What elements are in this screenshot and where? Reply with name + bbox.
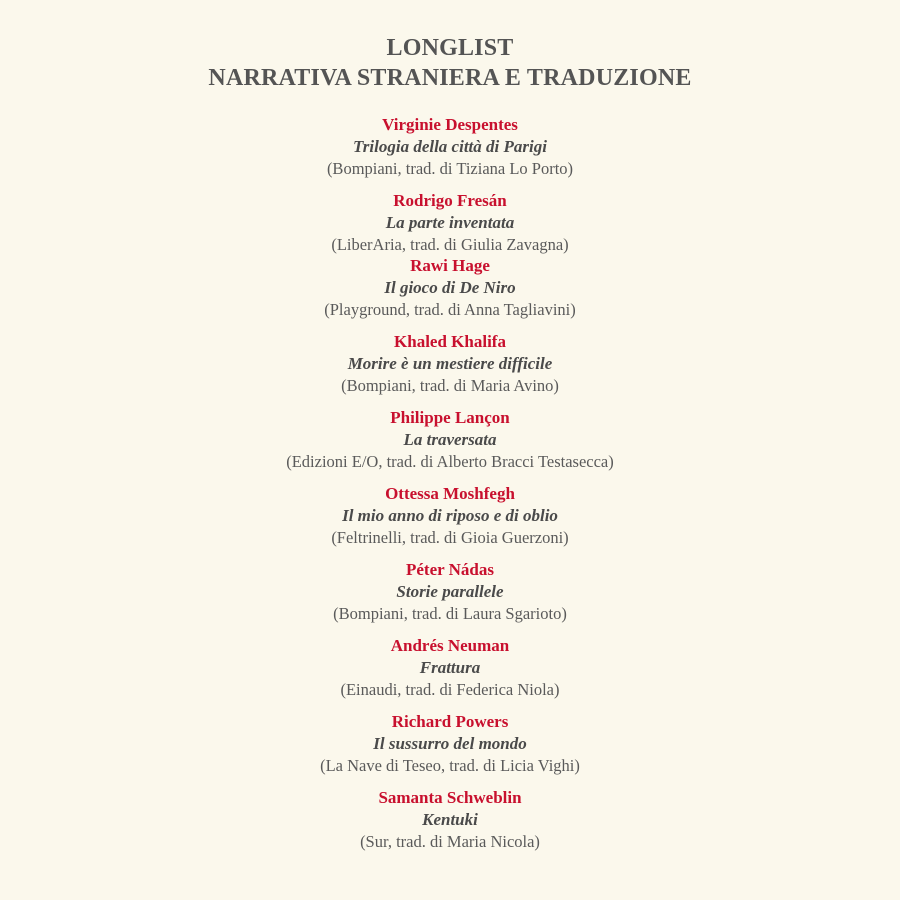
book-title: Kentuki xyxy=(422,810,478,829)
book-title: Storie parallele xyxy=(396,582,504,601)
list-item xyxy=(0,114,900,180)
book-title: Il mio anno di riposo e di oblio xyxy=(342,506,558,525)
publisher-info: (LiberAria, trad. di Giulia Zavagna) xyxy=(331,235,569,254)
list-item xyxy=(0,711,900,777)
author-name: Samanta Schweblin xyxy=(378,788,522,807)
author-name: Khaled Khalifa xyxy=(394,332,506,351)
publisher-info: (Sur, trad. di Maria Nicola) xyxy=(360,832,540,851)
list-item xyxy=(0,787,900,853)
publisher-info: (Playground, trad. di Anna Tagliavini) xyxy=(324,300,576,319)
page-title: LONGLIST xyxy=(386,35,514,61)
page-subtitle: NARRATIVA STRANIERA E TRADUZIONE xyxy=(208,65,692,91)
list-item xyxy=(0,255,900,321)
author-name: Péter Nádas xyxy=(406,560,494,579)
author-name: Richard Powers xyxy=(391,712,509,731)
book-title: Il sussurro del mondo xyxy=(373,734,527,753)
book-title: La traversata xyxy=(403,430,497,449)
book-title: Trilogia della città di Parigi xyxy=(353,137,547,156)
list-item xyxy=(0,190,900,256)
list-item xyxy=(0,559,900,625)
author-name: Virginie Despentes xyxy=(382,115,518,134)
book-title: Morire è un mestiere difficile xyxy=(347,354,553,373)
publisher-info: (Feltrinelli, trad. di Gioia Guerzoni) xyxy=(331,528,569,547)
publisher-info: (Bompiani, trad. di Laura Sgarioto) xyxy=(333,604,567,623)
page-header xyxy=(0,33,900,93)
list-item xyxy=(0,331,900,397)
author-name: Andrés Neuman xyxy=(390,636,510,655)
author-name: Ottessa Moshfegh xyxy=(385,484,515,503)
list-item xyxy=(0,407,900,473)
book-title: Il gioco di De Niro xyxy=(384,278,516,297)
publisher-info: (La Nave di Teseo, trad. di Licia Vighi) xyxy=(320,756,580,775)
publisher-info: (Einaudi, trad. di Federica Niola) xyxy=(340,680,560,699)
list-item xyxy=(0,635,900,701)
publisher-info: (Bompiani, trad. di Maria Avino) xyxy=(341,376,559,395)
author-name: Rawi Hage xyxy=(410,256,490,275)
author-name: Philippe Lançon xyxy=(390,408,510,427)
publisher-info: (Edizioni E/O, trad. di Alberto Bracci Testasecca) xyxy=(286,452,614,471)
book-title: Frattura xyxy=(419,658,481,677)
list-item xyxy=(0,483,900,549)
book-title: La parte inventata xyxy=(385,213,515,232)
publisher-info: (Bompiani, trad. di Tiziana Lo Porto) xyxy=(326,159,574,178)
author-name: Rodrigo Fresán xyxy=(393,191,507,210)
